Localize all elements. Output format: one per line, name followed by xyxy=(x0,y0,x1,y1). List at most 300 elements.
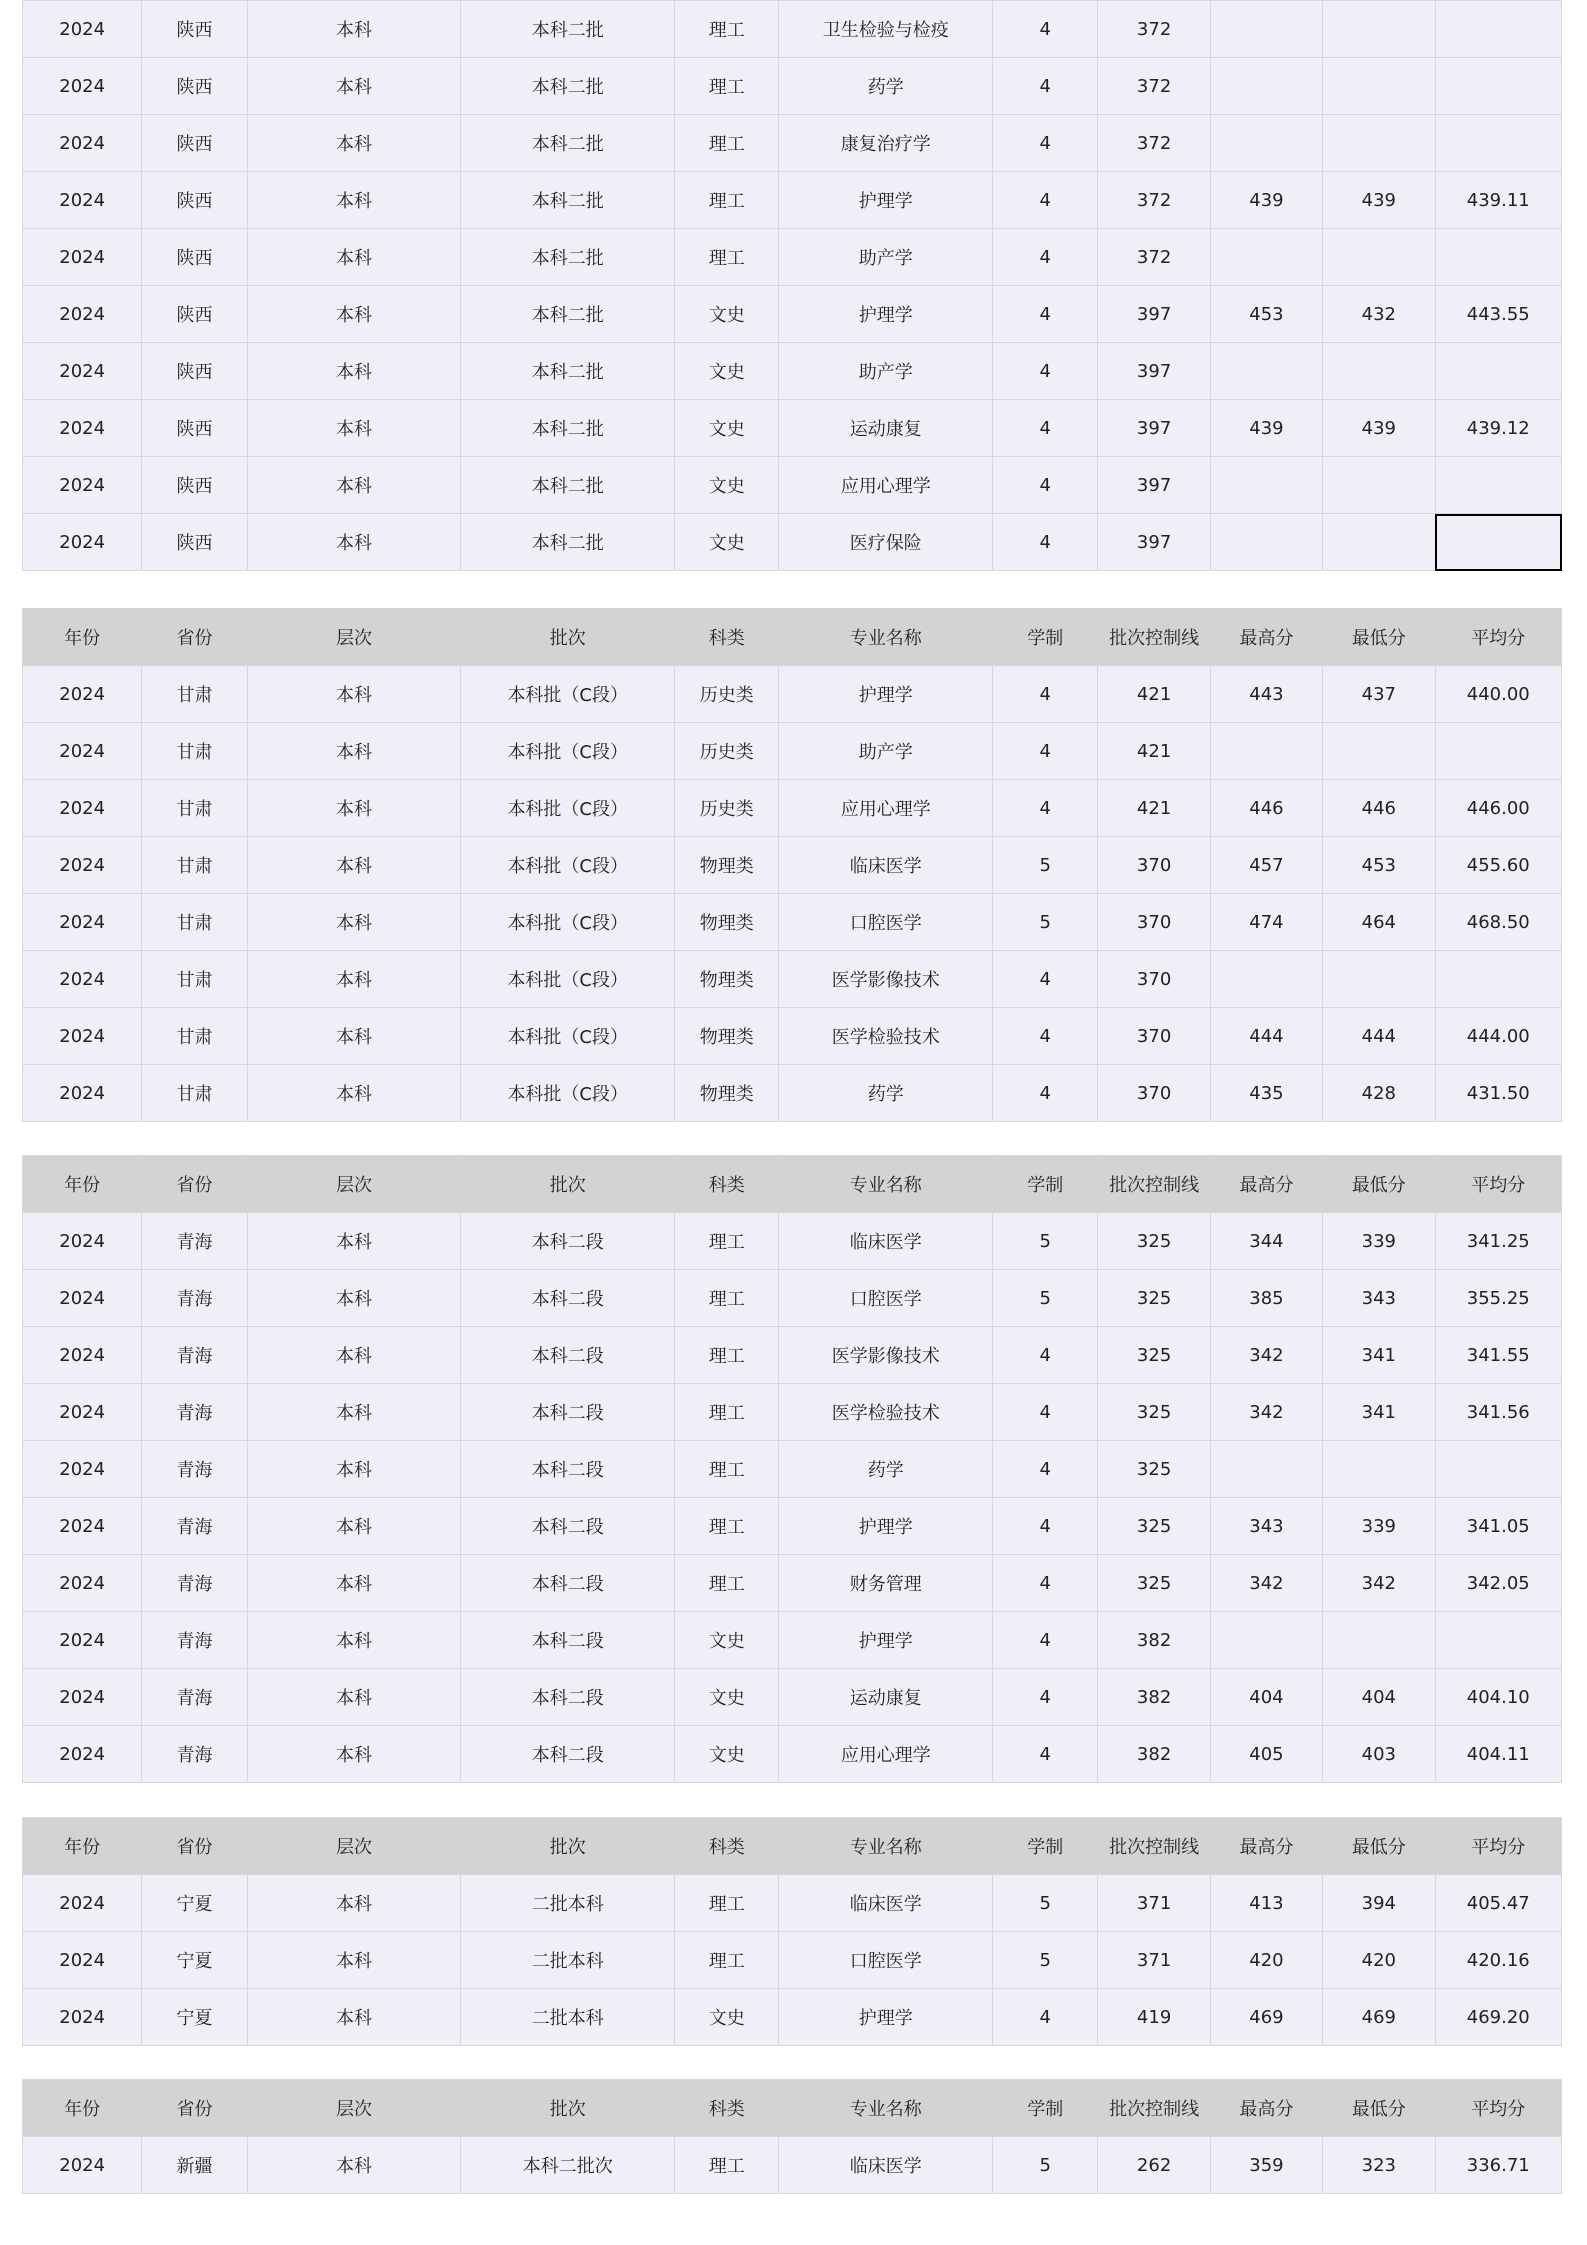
cell-level: 本科 xyxy=(247,1327,461,1384)
cell-level: 本科 xyxy=(247,1008,461,1065)
cell-duration: 4 xyxy=(993,1726,1098,1783)
table-row xyxy=(23,1669,1562,1726)
cell-max-score: 444 xyxy=(1210,1008,1322,1065)
cell-major: 运动康复 xyxy=(779,1669,993,1726)
cell-avg-score: 405.47 xyxy=(1435,1875,1562,1932)
cell-avg-score xyxy=(1435,1441,1562,1498)
cell-level: 本科 xyxy=(247,837,461,894)
cell-avg-score xyxy=(1435,229,1562,286)
cell-batch: 本科二段 xyxy=(461,1612,675,1669)
cell-province: 青海 xyxy=(142,1726,247,1783)
cell-control-line: 325 xyxy=(1098,1555,1210,1612)
cell-province: 陕西 xyxy=(142,58,247,115)
cell-avg-score xyxy=(1435,1612,1562,1669)
cell-control-line: 371 xyxy=(1098,1932,1210,1989)
cell-province: 青海 xyxy=(142,1555,247,1612)
column-header-max-score: 最高分 xyxy=(1210,1818,1322,1875)
cell-level: 本科 xyxy=(247,1384,461,1441)
cell-year: 2024 xyxy=(23,1612,142,1669)
cell-duration: 4 xyxy=(993,951,1098,1008)
cell-province: 青海 xyxy=(142,1498,247,1555)
cell-major: 药学 xyxy=(779,1441,993,1498)
cell-major: 医疗保险 xyxy=(779,514,993,571)
cell-duration: 5 xyxy=(993,837,1098,894)
cell-avg-score: 341.25 xyxy=(1435,1213,1562,1270)
cell-avg-score: 443.55 xyxy=(1435,286,1562,343)
cell-year: 2024 xyxy=(23,58,142,115)
cell-batch: 本科批（C段） xyxy=(461,951,675,1008)
cell-max-score xyxy=(1210,1441,1322,1498)
cell-avg-score: 404.10 xyxy=(1435,1669,1562,1726)
cell-category: 理工 xyxy=(675,1384,779,1441)
cell-major: 口腔医学 xyxy=(779,894,993,951)
cell-category: 理工 xyxy=(675,229,779,286)
admission-table-gansu xyxy=(22,608,1562,1122)
cell-max-score: 342 xyxy=(1210,1555,1322,1612)
cell-max-score: 344 xyxy=(1210,1213,1322,1270)
table-row xyxy=(23,1875,1562,1932)
cell-max-score: 446 xyxy=(1210,780,1322,837)
cell-category: 理工 xyxy=(675,2137,779,2194)
cell-province: 甘肃 xyxy=(142,837,247,894)
cell-level: 本科 xyxy=(247,1932,461,1989)
cell-level: 本科 xyxy=(247,115,461,172)
cell-batch: 本科批（C段） xyxy=(461,723,675,780)
cell-year: 2024 xyxy=(23,172,142,229)
cell-control-line: 382 xyxy=(1098,1726,1210,1783)
column-header-province: 省份 xyxy=(142,609,247,666)
cell-duration: 4 xyxy=(993,172,1098,229)
cell-category: 文史 xyxy=(675,1612,779,1669)
cell-max-score: 469 xyxy=(1210,1989,1322,2046)
table-row xyxy=(23,951,1562,1008)
cell-batch: 本科批（C段） xyxy=(461,1065,675,1122)
cell-major: 财务管理 xyxy=(779,1555,993,1612)
column-header-max-score: 最高分 xyxy=(1210,1156,1322,1213)
cell-province: 陕西 xyxy=(142,343,247,400)
cell-level: 本科 xyxy=(247,951,461,1008)
cell-min-score: 453 xyxy=(1323,837,1435,894)
cell-level: 本科 xyxy=(247,1989,461,2046)
cell-category: 理工 xyxy=(675,1555,779,1612)
table-row xyxy=(23,1726,1562,1783)
column-header-category: 科类 xyxy=(675,1156,779,1213)
column-header-province: 省份 xyxy=(142,1818,247,1875)
cell-min-score xyxy=(1323,1,1435,58)
cell-avg-score: 342.05 xyxy=(1435,1555,1562,1612)
table-row xyxy=(23,1384,1562,1441)
cell-level: 本科 xyxy=(247,343,461,400)
cell-major: 运动康复 xyxy=(779,400,993,457)
cell-province: 甘肃 xyxy=(142,1065,247,1122)
cell-max-score xyxy=(1210,115,1322,172)
cell-control-line: 419 xyxy=(1098,1989,1210,2046)
cell-batch: 本科二段 xyxy=(461,1669,675,1726)
column-header-avg-score: 平均分 xyxy=(1435,609,1562,666)
cell-major: 医学检验技术 xyxy=(779,1008,993,1065)
column-header-major: 专业名称 xyxy=(779,1156,993,1213)
cell-avg-score: 439.12 xyxy=(1435,400,1562,457)
column-header-year: 年份 xyxy=(23,609,142,666)
cell-major: 药学 xyxy=(779,1065,993,1122)
cell-batch: 本科二批 xyxy=(461,229,675,286)
cell-major: 临床医学 xyxy=(779,2137,993,2194)
column-header-batch: 批次 xyxy=(461,1818,675,1875)
cell-duration: 4 xyxy=(993,1555,1098,1612)
column-header-control-line: 批次控制线 xyxy=(1098,1818,1210,1875)
cell-duration: 4 xyxy=(993,1,1098,58)
table-row xyxy=(23,172,1562,229)
cell-batch: 二批本科 xyxy=(461,1875,675,1932)
cell-batch: 本科二段 xyxy=(461,1327,675,1384)
cell-control-line: 370 xyxy=(1098,951,1210,1008)
cell-min-score: 403 xyxy=(1323,1726,1435,1783)
cell-avg-score: 341.05 xyxy=(1435,1498,1562,1555)
cell-level: 本科 xyxy=(247,723,461,780)
cell-max-score: 405 xyxy=(1210,1726,1322,1783)
cell-duration: 4 xyxy=(993,1498,1098,1555)
cell-duration: 5 xyxy=(993,1270,1098,1327)
admission-table-xinjiang xyxy=(22,2079,1562,2194)
table-row xyxy=(23,1008,1562,1065)
cell-year: 2024 xyxy=(23,229,142,286)
cell-control-line: 372 xyxy=(1098,58,1210,115)
cell-level: 本科 xyxy=(247,1498,461,1555)
column-header-year: 年份 xyxy=(23,1156,142,1213)
table-row xyxy=(23,723,1562,780)
cell-duration: 4 xyxy=(993,723,1098,780)
cell-batch: 本科二段 xyxy=(461,1441,675,1498)
cell-min-score: 339 xyxy=(1323,1213,1435,1270)
column-header-year: 年份 xyxy=(23,2080,142,2137)
cell-control-line: 372 xyxy=(1098,172,1210,229)
cell-duration: 4 xyxy=(993,286,1098,343)
column-header-major: 专业名称 xyxy=(779,2080,993,2137)
table-row xyxy=(23,58,1562,115)
cell-level: 本科 xyxy=(247,1555,461,1612)
cell-max-score: 420 xyxy=(1210,1932,1322,1989)
cell-province: 青海 xyxy=(142,1612,247,1669)
cell-province: 陕西 xyxy=(142,514,247,571)
column-header-batch: 批次 xyxy=(461,609,675,666)
column-header-min-score: 最低分 xyxy=(1323,2080,1435,2137)
cell-level: 本科 xyxy=(247,1726,461,1783)
cell-duration: 4 xyxy=(993,1065,1098,1122)
cell-year: 2024 xyxy=(23,780,142,837)
table-row xyxy=(23,1555,1562,1612)
table-header-row xyxy=(23,609,1562,666)
table-row xyxy=(23,343,1562,400)
cell-major: 护理学 xyxy=(779,1498,993,1555)
cell-duration: 4 xyxy=(993,1989,1098,2046)
cell-avg-score xyxy=(1435,514,1562,571)
cell-control-line: 370 xyxy=(1098,1008,1210,1065)
cell-category: 理工 xyxy=(675,1498,779,1555)
cell-category: 理工 xyxy=(675,172,779,229)
cell-level: 本科 xyxy=(247,1270,461,1327)
cell-province: 陕西 xyxy=(142,400,247,457)
cell-category: 理工 xyxy=(675,1,779,58)
cell-min-score xyxy=(1323,1612,1435,1669)
table-header-row xyxy=(23,1818,1562,1875)
cell-major: 助产学 xyxy=(779,723,993,780)
cell-duration: 4 xyxy=(993,1441,1098,1498)
cell-major: 护理学 xyxy=(779,172,993,229)
cell-duration: 4 xyxy=(993,457,1098,514)
cell-batch: 本科二段 xyxy=(461,1498,675,1555)
cell-batch: 本科二段 xyxy=(461,1726,675,1783)
cell-control-line: 325 xyxy=(1098,1270,1210,1327)
cell-major: 助产学 xyxy=(779,343,993,400)
table-row xyxy=(23,229,1562,286)
admission-table-ningxia xyxy=(22,1817,1562,2046)
cell-year: 2024 xyxy=(23,1555,142,1612)
cell-category: 理工 xyxy=(675,1270,779,1327)
table-row xyxy=(23,1327,1562,1384)
cell-avg-score: 341.55 xyxy=(1435,1327,1562,1384)
cell-province: 陕西 xyxy=(142,229,247,286)
cell-avg-score xyxy=(1435,343,1562,400)
cell-year: 2024 xyxy=(23,343,142,400)
cell-avg-score xyxy=(1435,951,1562,1008)
cell-year: 2024 xyxy=(23,1875,142,1932)
cell-major: 口腔医学 xyxy=(779,1270,993,1327)
cell-duration: 4 xyxy=(993,1008,1098,1065)
cell-level: 本科 xyxy=(247,286,461,343)
cell-year: 2024 xyxy=(23,1441,142,1498)
cell-min-score: 404 xyxy=(1323,1669,1435,1726)
cell-control-line: 325 xyxy=(1098,1327,1210,1384)
cell-major: 医学检验技术 xyxy=(779,1384,993,1441)
cell-max-score: 457 xyxy=(1210,837,1322,894)
cell-avg-score: 446.00 xyxy=(1435,780,1562,837)
cell-max-score: 474 xyxy=(1210,894,1322,951)
cell-max-score: 343 xyxy=(1210,1498,1322,1555)
cell-province: 甘肃 xyxy=(142,894,247,951)
cell-min-score: 439 xyxy=(1323,172,1435,229)
table-row xyxy=(23,400,1562,457)
cell-major: 临床医学 xyxy=(779,1875,993,1932)
column-header-province: 省份 xyxy=(142,2080,247,2137)
cell-province: 青海 xyxy=(142,1270,247,1327)
cell-category: 历史类 xyxy=(675,666,779,723)
cell-min-score xyxy=(1323,58,1435,115)
table-row xyxy=(23,1932,1562,1989)
cell-category: 文史 xyxy=(675,1989,779,2046)
cell-batch: 本科二批 xyxy=(461,58,675,115)
cell-major: 应用心理学 xyxy=(779,1726,993,1783)
cell-duration: 4 xyxy=(993,1384,1098,1441)
cell-avg-score: 468.50 xyxy=(1435,894,1562,951)
cell-category: 理工 xyxy=(675,1875,779,1932)
cell-province: 甘肃 xyxy=(142,723,247,780)
column-header-avg-score: 平均分 xyxy=(1435,1818,1562,1875)
cell-avg-score xyxy=(1435,115,1562,172)
cell-year: 2024 xyxy=(23,1008,142,1065)
cell-min-score: 428 xyxy=(1323,1065,1435,1122)
cell-year: 2024 xyxy=(23,457,142,514)
table-row xyxy=(23,286,1562,343)
cell-level: 本科 xyxy=(247,1065,461,1122)
cell-major: 护理学 xyxy=(779,1989,993,2046)
table-row xyxy=(23,1989,1562,2046)
cell-duration: 4 xyxy=(993,1612,1098,1669)
cell-batch: 本科二批 xyxy=(461,514,675,571)
column-header-max-score: 最高分 xyxy=(1210,2080,1322,2137)
table-row xyxy=(23,115,1562,172)
cell-control-line: 397 xyxy=(1098,457,1210,514)
column-header-category: 科类 xyxy=(675,609,779,666)
cell-control-line: 325 xyxy=(1098,1498,1210,1555)
column-header-level: 层次 xyxy=(247,1156,461,1213)
cell-level: 本科 xyxy=(247,1,461,58)
cell-year: 2024 xyxy=(23,1384,142,1441)
cell-max-score xyxy=(1210,1612,1322,1669)
cell-level: 本科 xyxy=(247,780,461,837)
cell-duration: 4 xyxy=(993,666,1098,723)
cell-duration: 5 xyxy=(993,1875,1098,1932)
cell-avg-score xyxy=(1435,723,1562,780)
cell-control-line: 382 xyxy=(1098,1669,1210,1726)
cell-duration: 4 xyxy=(993,1669,1098,1726)
cell-major: 护理学 xyxy=(779,1612,993,1669)
cell-duration: 4 xyxy=(993,780,1098,837)
cell-min-score xyxy=(1323,951,1435,1008)
cell-min-score: 339 xyxy=(1323,1498,1435,1555)
cell-control-line: 421 xyxy=(1098,780,1210,837)
cell-min-score xyxy=(1323,723,1435,780)
cell-max-score: 359 xyxy=(1210,2137,1322,2194)
cell-batch: 本科二批 xyxy=(461,343,675,400)
cell-category: 文史 xyxy=(675,457,779,514)
cell-duration: 4 xyxy=(993,58,1098,115)
cell-max-score xyxy=(1210,723,1322,780)
cell-province: 陕西 xyxy=(142,457,247,514)
cell-min-score: 469 xyxy=(1323,1989,1435,2046)
cell-major: 应用心理学 xyxy=(779,457,993,514)
cell-avg-score: 341.56 xyxy=(1435,1384,1562,1441)
cell-max-score: 443 xyxy=(1210,666,1322,723)
cell-province: 甘肃 xyxy=(142,780,247,837)
cell-major: 口腔医学 xyxy=(779,1932,993,1989)
cell-year: 2024 xyxy=(23,1989,142,2046)
cell-province: 青海 xyxy=(142,1669,247,1726)
cell-batch: 本科二批 xyxy=(461,457,675,514)
cell-min-score xyxy=(1323,457,1435,514)
cell-category: 理工 xyxy=(675,1213,779,1270)
cell-level: 本科 xyxy=(247,457,461,514)
cell-control-line: 372 xyxy=(1098,229,1210,286)
cell-major: 护理学 xyxy=(779,666,993,723)
cell-min-score xyxy=(1323,229,1435,286)
cell-avg-score xyxy=(1435,1,1562,58)
cell-province: 宁夏 xyxy=(142,1932,247,1989)
admission-table-shaanxi xyxy=(22,0,1562,571)
cell-category: 文史 xyxy=(675,514,779,571)
column-header-control-line: 批次控制线 xyxy=(1098,2080,1210,2137)
column-header-avg-score: 平均分 xyxy=(1435,1156,1562,1213)
cell-control-line: 370 xyxy=(1098,1065,1210,1122)
cell-province: 青海 xyxy=(142,1327,247,1384)
cell-max-score xyxy=(1210,951,1322,1008)
cell-level: 本科 xyxy=(247,172,461,229)
cell-province: 青海 xyxy=(142,1441,247,1498)
cell-max-score: 342 xyxy=(1210,1327,1322,1384)
cell-control-line: 397 xyxy=(1098,400,1210,457)
cell-level: 本科 xyxy=(247,666,461,723)
cell-max-score: 439 xyxy=(1210,400,1322,457)
column-header-duration: 学制 xyxy=(993,2080,1098,2137)
table-row xyxy=(23,780,1562,837)
cell-duration: 4 xyxy=(993,514,1098,571)
cell-min-score: 446 xyxy=(1323,780,1435,837)
table-row xyxy=(23,837,1562,894)
cell-min-score: 343 xyxy=(1323,1270,1435,1327)
cell-batch: 本科二批 xyxy=(461,1,675,58)
cell-batch: 本科二段 xyxy=(461,1213,675,1270)
cell-level: 本科 xyxy=(247,514,461,571)
cell-max-score: 453 xyxy=(1210,286,1322,343)
column-header-province: 省份 xyxy=(142,1156,247,1213)
cell-category: 理工 xyxy=(675,1327,779,1384)
column-header-year: 年份 xyxy=(23,1818,142,1875)
cell-province: 新疆 xyxy=(142,2137,247,2194)
cell-min-score: 437 xyxy=(1323,666,1435,723)
cell-min-score: 420 xyxy=(1323,1932,1435,1989)
cell-category: 物理类 xyxy=(675,951,779,1008)
cell-year: 2024 xyxy=(23,894,142,951)
cell-avg-score: 439.11 xyxy=(1435,172,1562,229)
cell-avg-score: 431.50 xyxy=(1435,1065,1562,1122)
cell-duration: 4 xyxy=(993,115,1098,172)
cell-duration: 4 xyxy=(993,229,1098,286)
cell-duration: 4 xyxy=(993,400,1098,457)
cell-year: 2024 xyxy=(23,514,142,571)
cell-category: 文史 xyxy=(675,1669,779,1726)
cell-min-score: 341 xyxy=(1323,1384,1435,1441)
cell-control-line: 325 xyxy=(1098,1441,1210,1498)
cell-province: 陕西 xyxy=(142,172,247,229)
cell-control-line: 372 xyxy=(1098,1,1210,58)
cell-min-score xyxy=(1323,343,1435,400)
column-header-min-score: 最低分 xyxy=(1323,1818,1435,1875)
cell-province: 青海 xyxy=(142,1384,247,1441)
cell-batch: 本科批（C段） xyxy=(461,666,675,723)
cell-level: 本科 xyxy=(247,1669,461,1726)
column-header-level: 层次 xyxy=(247,1818,461,1875)
cell-control-line: 421 xyxy=(1098,666,1210,723)
column-header-min-score: 最低分 xyxy=(1323,1156,1435,1213)
cell-avg-score: 404.11 xyxy=(1435,1726,1562,1783)
cell-max-score: 342 xyxy=(1210,1384,1322,1441)
cell-avg-score xyxy=(1435,58,1562,115)
table-row xyxy=(23,1270,1562,1327)
cell-level: 本科 xyxy=(247,1612,461,1669)
cell-major: 助产学 xyxy=(779,229,993,286)
cell-year: 2024 xyxy=(23,1065,142,1122)
cell-avg-score: 440.00 xyxy=(1435,666,1562,723)
cell-category: 理工 xyxy=(675,115,779,172)
cell-province: 甘肃 xyxy=(142,666,247,723)
cell-category: 物理类 xyxy=(675,894,779,951)
cell-min-score: 439 xyxy=(1323,400,1435,457)
cell-province: 宁夏 xyxy=(142,1989,247,2046)
cell-major: 医学影像技术 xyxy=(779,1327,993,1384)
column-header-max-score: 最高分 xyxy=(1210,609,1322,666)
cell-batch: 本科二批 xyxy=(461,286,675,343)
cell-duration: 4 xyxy=(993,343,1098,400)
column-header-level: 层次 xyxy=(247,609,461,666)
